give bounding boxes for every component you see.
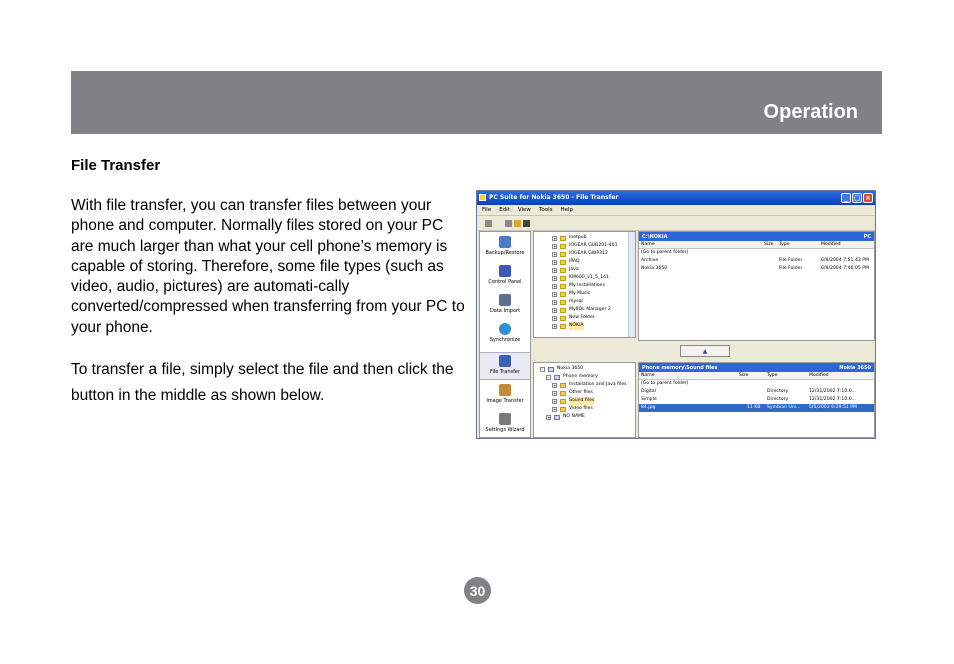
tree-scrollbar[interactable] — [628, 232, 635, 337]
folder-icon — [560, 284, 566, 289]
tree-item[interactable]: + Sound files — [553, 398, 595, 404]
column-type[interactable]: Type — [767, 373, 778, 378]
pc-path-header: C:\NOKIA PC — [639, 232, 874, 241]
backup-icon — [499, 236, 511, 248]
column-name[interactable]: Name — [641, 242, 655, 247]
close-button[interactable]: × — [863, 193, 873, 203]
menu-view[interactable]: View — [517, 207, 531, 213]
tree-item[interactable]: + My Installations — [553, 283, 605, 289]
nav-label: Data Import — [489, 308, 521, 314]
column-size[interactable]: Size — [739, 373, 749, 378]
maximize-button[interactable]: □ — [853, 194, 861, 202]
control-panel-icon — [499, 265, 511, 277]
settings-wizard-icon — [499, 413, 511, 425]
folder-icon — [560, 399, 566, 404]
nav-label: Synchronize — [489, 337, 521, 343]
tree-item[interactable]: + IOGEAR GUB201-401 — [553, 243, 618, 249]
pc-folder-tree — [533, 231, 636, 338]
memory-icon — [554, 375, 560, 380]
synchronize-icon — [499, 323, 511, 335]
nav-label: Backup/Restore — [485, 250, 525, 256]
file-row[interactable]: (Go to parent folder) — [641, 250, 689, 255]
nav-label: Image Transfer — [486, 398, 524, 404]
folder-icon — [560, 383, 566, 388]
file-row[interactable]: Digital Directory 12/31/2002 7:10:0... — [641, 389, 857, 394]
tree-item[interactable]: - Phone memory — [547, 374, 598, 380]
phone-folder-tree — [533, 362, 636, 438]
header-bar — [71, 71, 882, 134]
file-row-selected[interactable]: 84.jpg 11 KB Symbian Uni... 5/5/2003 6:29:51 PM — [639, 404, 874, 412]
file-row[interactable]: (Go to parent folder) — [641, 381, 689, 386]
column-modified[interactable]: Modified — [821, 242, 841, 247]
folder-icon — [560, 391, 566, 396]
nav-image-transfer[interactable] — [480, 384, 530, 404]
find-icon[interactable] — [523, 220, 530, 227]
phone-column-headers — [639, 372, 874, 380]
file-transfer-icon — [499, 355, 511, 367]
menu-help[interactable]: Help — [560, 207, 574, 213]
menu-file[interactable]: File — [482, 207, 492, 213]
nav-backup-restore[interactable] — [480, 236, 530, 256]
nav-label: Control Panel — [488, 279, 522, 285]
folder-icon — [560, 308, 566, 313]
tree-item[interactable]: + IPAQ — [553, 259, 580, 265]
instruction-paragraph: To transfer a file, simply select the file and then click the button in the middle as shown below. — [71, 361, 454, 404]
nav-data-import[interactable] — [480, 294, 530, 314]
column-modified[interactable]: Modified — [809, 373, 829, 378]
tree-item[interactable]: + IOGEAR GWP312 — [553, 251, 608, 257]
back-icon[interactable] — [485, 220, 492, 227]
pc-column-headers — [639, 241, 874, 249]
column-name[interactable]: Name — [641, 373, 655, 378]
phone-file-pane — [638, 362, 875, 438]
tree-item[interactable]: + MySQL Manager 2 — [553, 307, 611, 313]
nav-control-panel[interactable] — [480, 265, 530, 285]
tree-item[interactable]: + Java — [553, 267, 579, 273]
data-import-icon — [499, 294, 511, 306]
column-size[interactable]: Size — [764, 242, 774, 247]
left-navigation — [479, 231, 531, 438]
folder-icon — [560, 300, 566, 305]
menu-tools[interactable]: Tools — [538, 207, 553, 213]
tree-item[interactable]: + KM600_v1_5_141 — [553, 275, 609, 281]
menu-edit[interactable]: Edit — [499, 207, 510, 213]
new-folder-icon[interactable] — [514, 220, 521, 227]
tree-item[interactable]: + NOKIA — [553, 323, 584, 329]
minimize-button[interactable]: _ — [841, 193, 851, 203]
app-icon — [479, 194, 486, 201]
section-title: File Transfer — [71, 157, 161, 174]
page-title: Operation — [763, 101, 858, 123]
tree-item[interactable]: + Other files — [553, 390, 593, 396]
nav-label: Settings Wizard — [485, 427, 525, 433]
menu-bar — [477, 205, 875, 215]
tree-item[interactable]: + Installation and Java files — [553, 382, 627, 388]
tree-item[interactable]: + Inetpub — [553, 235, 587, 241]
tree-item[interactable]: + NO NAME — [547, 414, 585, 420]
tree-item[interactable]: + New Folder — [553, 315, 595, 321]
phone-path-header: Phone memory\Sound files Nokia 3650 — [639, 363, 874, 372]
folder-icon — [560, 244, 566, 249]
folder-icon — [560, 276, 566, 281]
folder-icon — [560, 292, 566, 297]
memory-card-icon — [554, 415, 560, 420]
image-transfer-icon — [499, 384, 511, 396]
file-row[interactable]: Simple Directory 12/31/2002 7:10:0... — [641, 397, 857, 402]
file-transfer-screenshot — [476, 190, 876, 439]
file-row[interactable]: Nokia 3650 File Folder 6/9/2004 7:46:05 PM — [641, 266, 869, 271]
tree-item[interactable]: + My Music — [553, 291, 591, 297]
intro-paragraph: With file transfer, you can transfer files between your phone and computer. Normally files stored on your PC are much larger than what your cell phone’s memory is capable of storing. Therefore, some file types (such as video, audio, pictures) are automati-cally converted/compressed when transferring from your PC to your phone. — [71, 197, 465, 336]
folder-icon — [560, 316, 566, 321]
column-type[interactable]: Type — [779, 242, 790, 247]
nav-synchronize[interactable] — [480, 323, 530, 343]
nav-label: File Transfer — [489, 369, 521, 375]
folder-icon — [560, 407, 566, 412]
folder-icon — [560, 252, 566, 257]
toolbar — [477, 215, 875, 231]
folder-icon — [560, 268, 566, 273]
nav-file-transfer[interactable] — [480, 352, 530, 380]
folder-icon — [560, 324, 566, 329]
window-title: PC Suite for Nokia 3650 - File Transfer — [489, 194, 619, 201]
transfer-to-pc-button[interactable]: ▲ — [680, 345, 730, 357]
tree-item[interactable]: + mysql — [553, 299, 583, 305]
folder-icon — [560, 236, 566, 241]
refresh-icon[interactable] — [505, 220, 512, 227]
tree-item[interactable]: + Video files — [553, 406, 593, 412]
page-number: 30 — [464, 577, 491, 604]
phone-icon — [548, 367, 554, 372]
pc-file-pane — [638, 231, 875, 341]
folder-icon — [560, 260, 566, 265]
nav-settings-wizard[interactable] — [480, 413, 530, 433]
tree-item[interactable]: - Nokia 3650 — [541, 366, 584, 372]
window-titlebar — [477, 191, 875, 205]
file-row[interactable]: Archive File Folder 6/9/2004 7:51:43 PM — [641, 258, 869, 263]
